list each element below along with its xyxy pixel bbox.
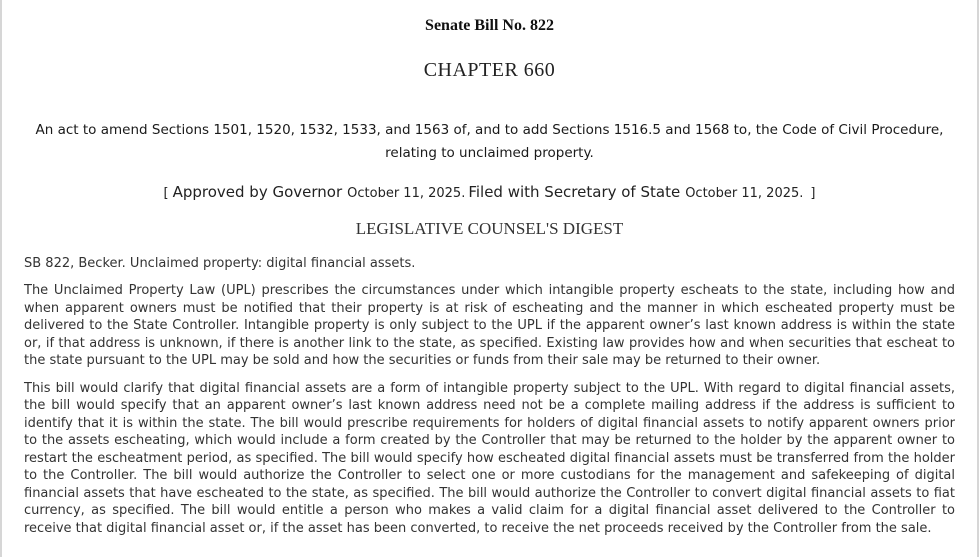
approval-line <box>24 182 955 204</box>
filed-with-secretary-label: Filed with Secretary of State <box>468 183 681 201</box>
act-description: An act to amend Sections 1501, 1520, 1532, 1533, and 1563 of, and to add Sections 1516.5 and 1568 to, the Code of Civil Procedure, relating to unclaimed property. <box>35 122 944 161</box>
approved-by-governor-label: Approved by Governor <box>172 183 343 201</box>
bill-title: Senate Bill No. 822 <box>425 17 554 34</box>
approval-bracket-open: [ <box>163 186 169 201</box>
digest-paragraph-existing-law: The Unclaimed Property Law (UPL) prescribes the circumstances under which intangible property escheats to the state, including how and when apparent owners must be notified that their property is at risk of escheating and the manner in which escheated property must be delivered to the State Controller. Intangible property is only subject to the UPL if the apparent owner’s last known address is within the state or, if that address is unknown, if there is another link to the state, as specified. Existing law provides how and when securities that escheat to the state pursuant to the UPL may be sold and how the securities or funds from their sale may be returned to their owner. <box>24 283 955 368</box>
legislative-counsels-digest-heading: LEGISLATIVE COUNSEL'S DIGEST <box>355 219 624 238</box>
approved-date: October 11, 2025. <box>347 186 466 201</box>
digest-subject-line: SB 822, Becker. Unclaimed property: digital financial assets. <box>24 256 416 271</box>
filed-date: October 11, 2025. <box>685 186 804 201</box>
chapter-heading: CHAPTER 660 <box>423 59 556 81</box>
digest-paragraph-this-bill: This bill would clarify that digital financial assets are a form of intangible property subject to the UPL. With regard to digital financial assets, the bill would specify that an apparent owner’s last known address need not be a complete mailing address if the address is sufficient to identify that it is within the state. The bill would prescribe requirements for holders of digital financial assets to notify apparent owners prior to the assets escheating, which would include a form created by the Controller that may be returned to the holder by the apparent owner to restart the escheatment period, as specified. The bill would specify how escheated digital financial assets must be transferred from the holder to the Controller. The bill would authorize the Controller to select one or more custodians for the management and safekeeping of digital financial assets that have escheated to the state, as specified. The bill would authorize the Controller to convert digital financial assets to fiat currency, as specified. The bill would entitle a person who makes a valid claim for a digital financial asset delivered to the Controller to receive that digital financial asset or, if the asset has been converted, to receive the net proceeds received by the Controller from the sale. <box>24 380 955 536</box>
approval-bracket-close: ] <box>810 186 816 201</box>
